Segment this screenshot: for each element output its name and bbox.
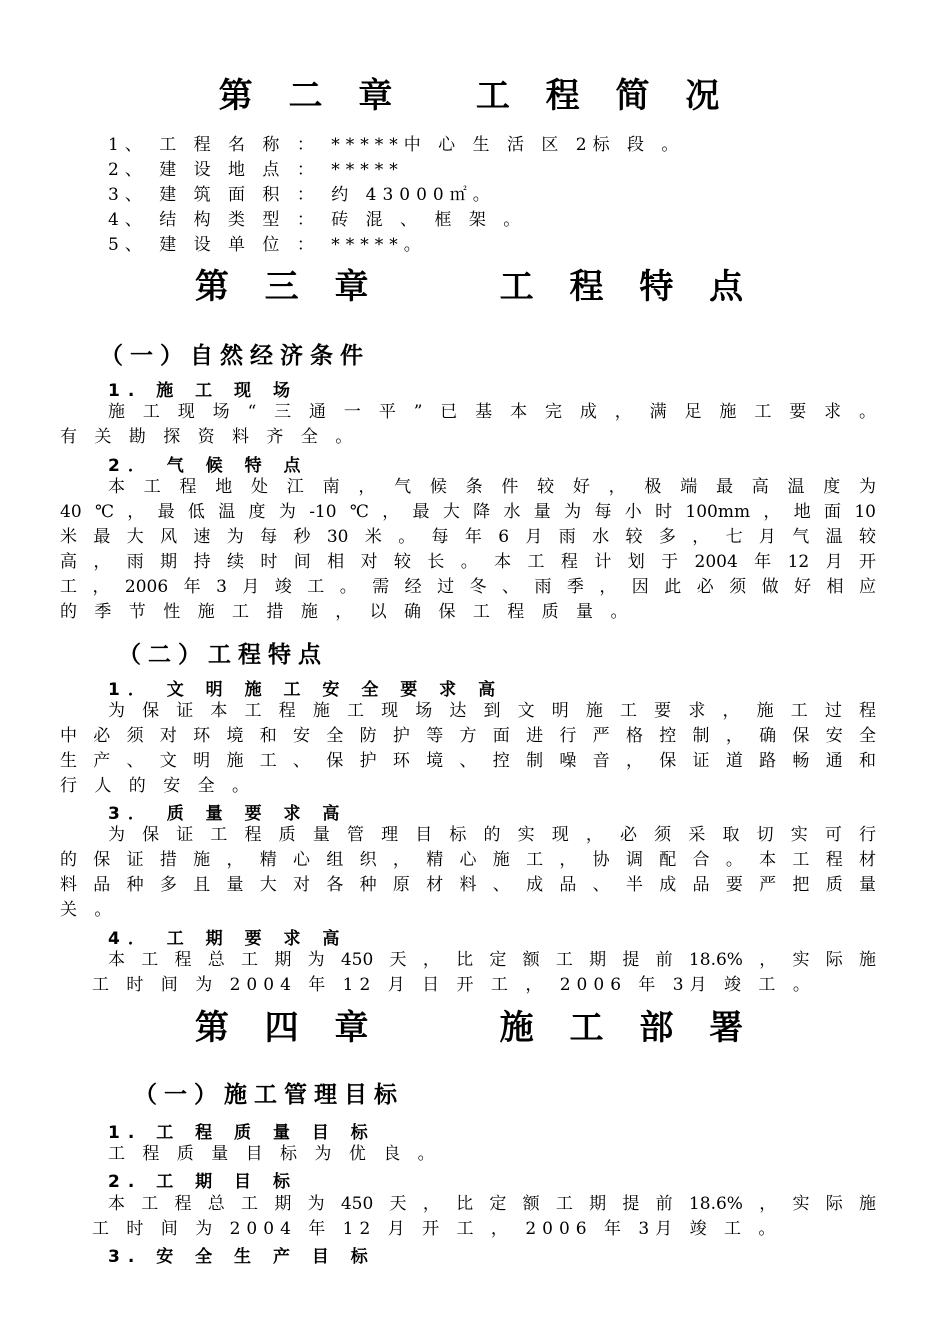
structure-item: 4、 结 构 类 型 ： 砖 混 、 框 架 。 (108, 210, 527, 230)
paragraph-line: 生产、文明施工、保护环境、控制噪音，保证道路畅通和 (60, 751, 876, 771)
paragraph-line: 高，雨期持续时间相对较长。本工程计划于2004年12月开 (60, 552, 876, 572)
paragraph-line: 的 季 节 性 施 工 措 施 ， 以 确 保 工 程 质 量 。 (60, 602, 634, 622)
paragraph-line: 料品种多且量大对各种原材料、成品、半成品要严把质量 (60, 875, 876, 895)
subheading-quality: 3． 质 量 要 求 高 (108, 804, 348, 824)
paragraph-line: 工 时 间 为 2004 年 12 月 开 工 ， 2006 年 3月 竣 工 。 (92, 1219, 782, 1239)
location-item: 2、 建 设 地 点 ： ***** (108, 160, 404, 180)
subheading-climate: 2． 气 候 特 点 (108, 456, 309, 476)
paragraph-line: 有 关 勘 探 资 料 齐 全 。 (60, 427, 359, 447)
section-project-features: （二）工程特点 (118, 642, 328, 668)
paragraph-line: 施工现场“三通一平”已基本完成，满足施工要求。 (108, 402, 876, 422)
subheading-quality-goal: 1. 工 程 质 量 目 标 (108, 1123, 376, 1143)
paragraph-line: 关 。 (60, 900, 118, 920)
subheading-civilized-construction: 1． 文 明 施 工 安 全 要 求 高 (108, 680, 504, 700)
subheading-safety-goal: 3. 安 全 生 产 目 标 (108, 1247, 376, 1267)
subheading-schedule-goal: 2. 工 期 目 标 (108, 1172, 298, 1192)
chapter-2-title: 第 二 章 工 程 简 况 (218, 76, 732, 116)
paragraph-line: 本工程总工期为450天，比定额工期提前18.6%，实际施 (108, 1194, 876, 1214)
paragraph-line: 工 时 间 为 2004 年 12 月 日 开 工 ， 2006 年 3月 竣 工 。 (92, 975, 816, 995)
paragraph-line: 本工程地处江南，气候条件较好，极端最高温度为 (108, 477, 876, 497)
paragraph-line: 米最大风速为每秒30米。每年6月雨水较多，七月气温较 (60, 527, 876, 547)
paragraph-line: 为保证本工程施工现场达到文明施工要求，施工过程 (108, 701, 876, 721)
paragraph-line: 本工程总工期为450天，比定额工期提前18.6%，实际施 (108, 950, 876, 970)
area-item: 3、 建 筑 面 积 ： 约 43000㎡。 (108, 185, 496, 205)
section-natural-conditions: （一）自然经济条件 (100, 343, 370, 369)
paragraph-line: 工 程 质 量 目 标 为 优 良 。 (108, 1144, 441, 1164)
paragraph-line: 为保证工程质量管理目标的实现，必须采取切实可行 (108, 825, 876, 845)
chapter-3-title: 第 三 章 工 程 特 点 (194, 267, 756, 307)
subheading-site: 1. 施 工 现 场 (108, 381, 298, 401)
paragraph-line: 行 人 的 安 全 。 (60, 776, 256, 796)
subheading-schedule: 4． 工 期 要 求 高 (108, 929, 348, 949)
paragraph-line: 工，2006年3月竣工。需经过冬、雨季，因此必须做好相应 (60, 577, 876, 597)
chapter-4-title: 第 四 章 施 工 部 署 (194, 1008, 756, 1048)
owner-item: 5、 建 设 单 位 ： *****。 (108, 235, 427, 255)
paragraph-line: 的保证措施，精心组织，精心施工，协调配合。本工程材 (60, 850, 876, 870)
section-management-goals: （一）施工管理目标 (134, 1082, 404, 1108)
project-name-item: 1、 工 程 名 称 ： *****中 心 生 活 区 2标 段 。 (108, 135, 685, 155)
paragraph-line: 40℃，最低温度为-10℃，最大降水量为每小时100mm，地面10 (60, 502, 876, 522)
paragraph-line: 中必须对环境和安全防护等方面进行严格控制，确保安全 (60, 726, 876, 746)
